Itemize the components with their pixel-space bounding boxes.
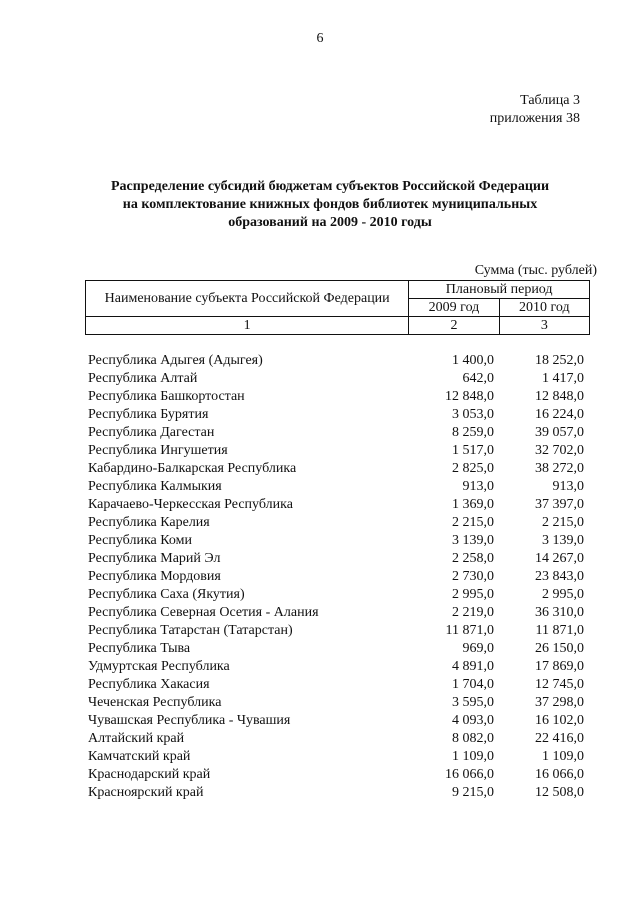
table-row: [88, 352, 588, 370]
value-2010: 16 224,0: [535, 407, 584, 422]
value-2009: 1 109,0: [452, 749, 494, 764]
value-2010: 14 267,0: [535, 551, 584, 566]
document-title: [70, 178, 590, 232]
value-2009: 1 704,0: [452, 677, 494, 692]
value-2010: 39 057,0: [535, 425, 584, 440]
title-line3: образований на 2009 - 2010 годы: [228, 215, 432, 230]
table-row: [88, 532, 588, 550]
value-2010: 37 397,0: [535, 497, 584, 512]
value-2009: 8 259,0: [452, 425, 494, 440]
table-row: [88, 424, 588, 442]
subject-name: Республика Адыгея (Адыгея): [88, 353, 263, 368]
value-2009: 8 082,0: [452, 731, 494, 746]
table-row: [88, 442, 588, 460]
table-row: [88, 730, 588, 748]
value-2009: 16 066,0: [445, 767, 494, 782]
value-2010: 32 702,0: [535, 443, 584, 458]
table-row: [88, 514, 588, 532]
header-year-2010: 2010 год: [499, 299, 589, 317]
subject-name: Республика Ингушетия: [88, 443, 228, 458]
subject-name: Республика Марий Эл: [88, 551, 221, 566]
table-row: [88, 604, 588, 622]
header-period: Плановый период: [409, 281, 590, 299]
header-name-column: Наименование субъекта Российской Федерации: [86, 281, 409, 317]
subject-name: Республика Северная Осетия - Алания: [88, 605, 319, 620]
header-year-2009: 2009 год: [409, 299, 499, 317]
value-2010: 2 215,0: [542, 515, 584, 530]
value-2010: 1 417,0: [542, 371, 584, 386]
subject-name: Камчатский край: [88, 749, 191, 764]
value-2010: 12 848,0: [535, 389, 584, 404]
value-2009: 1 400,0: [452, 353, 494, 368]
title-line2: на комплектование книжных фондов библиотек муниципальных: [122, 197, 538, 212]
value-2009: 2 825,0: [452, 461, 494, 476]
value-2010: 36 310,0: [535, 605, 584, 620]
subject-name: Чувашская Республика - Чувашия: [88, 713, 291, 728]
value-2009: 913,0: [462, 479, 494, 494]
value-2009: 642,0: [462, 371, 494, 386]
value-2010: 23 843,0: [535, 569, 584, 584]
value-2009: 9 215,0: [452, 785, 494, 800]
value-2009: 3 595,0: [452, 695, 494, 710]
subject-name: Республика Коми: [88, 533, 192, 548]
header-col-number-2: 2: [409, 317, 499, 335]
table-row: [88, 748, 588, 766]
subject-name: Республика Тыва: [88, 641, 191, 656]
table-row: [88, 622, 588, 640]
value-2010: 16 102,0: [535, 713, 584, 728]
table-row: [88, 370, 588, 388]
value-2009: 2 219,0: [452, 605, 494, 620]
subject-name: Алтайский край: [88, 731, 185, 746]
value-2010: 12 745,0: [535, 677, 584, 692]
subject-name: Краснодарский край: [88, 767, 211, 782]
value-2009: 1 517,0: [452, 443, 494, 458]
value-2010: 913,0: [552, 479, 584, 494]
value-2010: 18 252,0: [535, 353, 584, 368]
subject-name: Республика Карелия: [88, 515, 210, 530]
table-row: [88, 568, 588, 586]
value-2009: 3 053,0: [452, 407, 494, 422]
value-2009: 12 848,0: [445, 389, 494, 404]
subject-name: Республика Бурятия: [88, 407, 209, 422]
value-2010: 12 508,0: [535, 785, 584, 800]
table-row: [88, 694, 588, 712]
table-reference-line1: Таблица 3: [520, 93, 580, 108]
table-row: [88, 406, 588, 424]
table-header: [85, 280, 590, 335]
value-2009: 4 891,0: [452, 659, 494, 674]
value-2010: 17 869,0: [535, 659, 584, 674]
title-line1: Распределение субсидий бюджетам субъектов Российской Федерации: [110, 179, 550, 194]
value-2009: 969,0: [462, 641, 494, 656]
value-2009: 1 369,0: [452, 497, 494, 512]
value-2010: 16 066,0: [535, 767, 584, 782]
value-2009: 2 258,0: [452, 551, 494, 566]
subject-name: Республика Дагестан: [88, 425, 215, 440]
value-2009: 11 871,0: [445, 623, 494, 638]
value-2010: 38 272,0: [535, 461, 584, 476]
subject-name: Красноярский край: [88, 785, 204, 800]
value-2010: 1 109,0: [542, 749, 584, 764]
page-number: 6: [316, 31, 324, 46]
subject-name: Карачаево-Черкесская Республика: [88, 497, 293, 512]
subject-name: Республика Хакасия: [88, 677, 210, 692]
table-body: [88, 352, 588, 802]
value-2009: 2 730,0: [452, 569, 494, 584]
value-2010: 37 298,0: [535, 695, 584, 710]
value-2009: 2 215,0: [452, 515, 494, 530]
table-row: [88, 676, 588, 694]
subject-name: Удмуртская Республика: [88, 659, 230, 674]
table-row: [88, 784, 588, 802]
header-col-number-3: 3: [499, 317, 589, 335]
value-2010: 26 150,0: [535, 641, 584, 656]
table-row: [88, 712, 588, 730]
table-row: [88, 388, 588, 406]
value-2009: 3 139,0: [452, 533, 494, 548]
table-reference-line2: приложения 38: [489, 111, 580, 126]
table-row: [88, 550, 588, 568]
table-row: [88, 658, 588, 676]
table-row: [88, 640, 588, 658]
subject-name: Республика Татарстан (Татарстан): [88, 623, 293, 638]
table-row: [88, 766, 588, 784]
value-2010: 11 871,0: [535, 623, 584, 638]
header-col-number-1: 1: [86, 317, 409, 335]
table-reference: [490, 92, 580, 128]
units-label: Сумма (тыс. рублей): [474, 263, 597, 278]
subject-name: Республика Мордовия: [88, 569, 221, 584]
value-2010: 3 139,0: [542, 533, 584, 548]
value-2009: 4 093,0: [452, 713, 494, 728]
subject-name: Чеченская Республика: [88, 695, 222, 710]
subject-name: Кабардино-Балкарская Республика: [88, 461, 297, 476]
table-row: [88, 478, 588, 496]
subject-name: Республика Саха (Якутия): [88, 587, 245, 602]
subject-name: Республика Алтай: [88, 371, 198, 386]
subject-name: Республика Башкортостан: [88, 389, 245, 404]
value-2009: 2 995,0: [452, 587, 494, 602]
table-row: [88, 586, 588, 604]
table-row: [88, 460, 588, 478]
subject-name: Республика Калмыкия: [88, 479, 222, 494]
table-row: [88, 496, 588, 514]
value-2010: 2 995,0: [542, 587, 584, 602]
value-2010: 22 416,0: [535, 731, 584, 746]
